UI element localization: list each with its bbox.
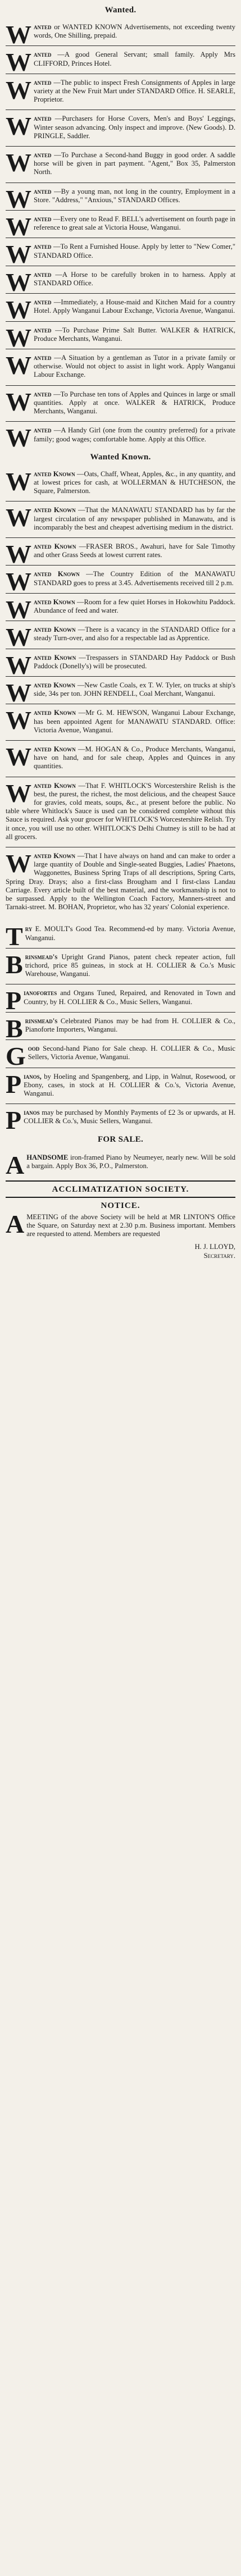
drop-cap: W xyxy=(6,503,31,532)
ad-text: —Immediately, a House-maid and Kitchen Maid for a country Hotel. Apply Wanganui Labour Exchange, Victoria Avenue, Wanganui. xyxy=(34,298,235,315)
notice-heading: NOTICE. xyxy=(101,1201,140,1211)
ad-item xyxy=(6,538,235,566)
ad-item xyxy=(6,704,235,741)
ad-lead: anted Known xyxy=(34,598,75,606)
ad-item xyxy=(6,211,236,241)
ad-item xyxy=(6,621,235,652)
ad-lead: anted xyxy=(34,78,52,86)
misc-section xyxy=(6,920,235,1135)
wanted-known-heading: Wanted Known. xyxy=(90,452,151,462)
wanted-known-ads-list xyxy=(6,466,235,918)
ad-lead: anted Known xyxy=(34,506,76,514)
ad-item xyxy=(6,649,235,680)
ad-lead: anted Known xyxy=(34,681,75,689)
ad-lead: anted Known xyxy=(34,781,76,790)
ad-text: Second-hand Piano for Sale cheap. H. COLLIER & Co., Music Sellers, Victoria Avenue, Wanganui. xyxy=(28,1045,235,1061)
drop-cap: W xyxy=(6,778,31,808)
ad-item xyxy=(6,349,235,386)
for-sale-ad xyxy=(6,1148,235,1177)
ad-item xyxy=(6,741,235,777)
drop-cap: W xyxy=(6,148,31,177)
drop-cap: W xyxy=(6,48,31,77)
ad-text: by Hoeling and Spangenberg, and Lipp, in Walnut, Rosewood, or Ebony, cases, in stock at H. COLLIER & Co.'s, Victoria Avenue, Wanganui. xyxy=(24,1072,235,1098)
ad-text: Celebrated Pianos may be had from H. COLLIER & Co., Pianoforte Importers, Wanganui. xyxy=(25,1016,235,1034)
wanted-known-section xyxy=(6,453,235,918)
ad-text: —To Purchase Prime Salt Butter. WALKER & HATRICK, Produce Merchants, Wanganui. xyxy=(34,326,235,343)
ad-lead: anted xyxy=(34,151,52,159)
for-sale-section xyxy=(6,1135,235,1177)
drop-cap: W xyxy=(6,75,31,104)
ad-text: and Organs Tuned, Repaired, and Renovated in Town and Country, by H. COLLIER & Co., Music Sellers, Wanganui. xyxy=(24,989,235,1006)
ad-lead: anted xyxy=(34,426,52,435)
ad-text: Upright Grand Pianos, patent check repeater action, full trichord, price 85 guineas, in stock at H. COLLIER & Co.'s Music Warehouse, Wanganui. xyxy=(25,952,235,978)
drop-cap: W xyxy=(6,742,31,771)
drop-cap: B xyxy=(6,1014,23,1043)
ad-item xyxy=(6,238,236,269)
ad-lead: anted xyxy=(34,187,52,195)
ad-text: —Oats, Chaff, Wheat, Apples, &c., in any quantity, and at lowest prices for cash, at WOLLERMAN & HUTCHESON, the Square, Palmerston. xyxy=(34,469,235,495)
drop-cap: A xyxy=(6,1210,25,1239)
ad-item xyxy=(6,466,235,502)
ad-text: iron-framed Piano by Neumeyer, nearly new. Will be sold a bargain. Apply Box 36, P.O., Palmerston. xyxy=(26,1153,235,1170)
ad-lead: ianos xyxy=(24,1109,40,1117)
drop-cap: W xyxy=(6,20,31,49)
drop-cap: G xyxy=(6,1042,26,1071)
drop-cap: W xyxy=(6,267,31,297)
ad-item xyxy=(6,322,235,352)
drop-cap: B xyxy=(6,950,23,979)
ad-lead: anted Known xyxy=(34,852,75,860)
ad-text: E. MOULT's Good Tea. Recommend-ed by many. Victoria Avenue, Wanganui. xyxy=(25,925,235,942)
ad-text: —To Purchase ten tons of Apples and Quinces in large or small quantities. Apply at once. WALKER & HATRICK, Produce Merchants, Wanganui. xyxy=(34,390,235,416)
drop-cap: W xyxy=(6,567,31,596)
drop-cap: W xyxy=(6,623,31,652)
ad-item xyxy=(6,920,235,951)
ad-lead: anted xyxy=(34,326,52,334)
drop-cap: W xyxy=(6,295,31,325)
wanted-heading: Wanted. xyxy=(104,6,137,15)
ad-text: may be purchased by Monthly Payments of £2 3s or upwards, at H. COLLIER & Co.'s, Music Sellers, Wanganui. xyxy=(24,1109,235,1125)
ad-lead: anted Known xyxy=(34,653,76,662)
drop-cap: W xyxy=(6,678,31,707)
notice-text: MEETING of the above Society will be held at MR LINTON'S Office the Square, on Saturday next at 2.30 p.m. Business important. Members are requested to attend. Members are requested xyxy=(26,1213,235,1238)
wanted-ads-list xyxy=(6,19,236,453)
ad-lead: anted xyxy=(34,390,52,398)
ad-text: —A Horse to be carefully broken in to harness. Apply at STANDARD Office. xyxy=(34,270,236,288)
ad-item xyxy=(6,147,235,183)
drop-cap: W xyxy=(6,650,31,680)
ad-lead: anted xyxy=(34,298,52,307)
ad-text: —Purchasers for Horse Covers, Men's and Boys' Leggings, Winter season advancing. Only inspect and improve. (New Goods). D. PRINGLE, Saddler. xyxy=(34,115,235,140)
drop-cap: W xyxy=(6,351,31,380)
ad-item xyxy=(6,984,235,1015)
ad-item xyxy=(6,266,236,297)
signature-role: Secretary. xyxy=(203,1251,235,1260)
ad-item xyxy=(6,847,235,917)
ad-lead: anted Known xyxy=(34,709,76,717)
ad-text: —To Purchase a Second-hand Buggy in good order. A saddle horse will be given in part payment. "Agent," Box 35, Palmerston North. xyxy=(34,151,235,176)
ad-text: —The public to inspect Fresh Consignments of Apples in large variety at the New Fruit Mart under STANDARD Office. H. SEARLE, Proprietor. xyxy=(34,78,235,104)
divider xyxy=(6,1180,235,1182)
ad-item xyxy=(6,110,235,147)
ad-text: —That I have always on hand and can make to order a large quantity of Double and Single-seated Buggies, Ladies' Phaetons, Waggonettes, Business Spring Traps of all descriptions, Spring Carts, Spring Dray. Drays; also a first-class Brougham and I first-class Landau Carriage. Every article built of the best material, and the workmanship is not to be surpassed. Apply to the Wellington Coach Factory, Manners-street and Tarnaki-street. M. BOHAN, Proprietor, who has 32 years' Colonial experience. xyxy=(6,852,235,911)
ad-text: —New Castle Coals, ex T. W. Tyler, on trucks at ship's side, 34s per ton. JOHN RENDELL, Coal Merchant, Wanganui. xyxy=(34,681,235,698)
signature-name: H. J. LLOYD, xyxy=(194,1242,235,1251)
drop-cap: W xyxy=(6,184,31,213)
ad-text: —The Country Edition of the MANAWATU STANDARD goes to press at 3.45. Advertisements received till 2 p.m. xyxy=(34,570,235,587)
drop-cap: W xyxy=(6,467,31,496)
ad-text: —M. HOGAN & Co., Produce Merchants, Wanganui, have on hand, and for sale cheap, Apples and Quinces in any quantities. xyxy=(34,745,235,770)
ad-item xyxy=(6,422,235,453)
ad-lead: ianos, xyxy=(24,1072,42,1080)
ad-item xyxy=(6,386,235,422)
drop-cap: W xyxy=(6,423,31,453)
society-title: ACCLIMATIZATION SOCIETY. xyxy=(52,1185,189,1194)
ad-item xyxy=(6,501,235,538)
ad-item xyxy=(6,19,235,49)
ad-lead: anted xyxy=(34,23,52,31)
drop-cap: W xyxy=(6,112,31,141)
ad-item xyxy=(6,1068,235,1105)
ad-text: or WANTED KNOWN Advertisements, not exceeding twenty words, One Shilling, prepaid. xyxy=(34,23,235,40)
drop-cap: T xyxy=(6,922,23,951)
ad-text: —Mr G. M. HEWSON, Wanganui Labour Exchange, has been appointed Agent for MANAWATU STANDARD. Office: Victoria Avenue, Wanganui. xyxy=(34,709,235,734)
society-section xyxy=(6,1180,235,1260)
ad-item xyxy=(6,74,235,111)
drop-cap: W xyxy=(6,706,31,735)
ad-text: —Room for a few quiet Horses in Hokowhitu Paddock. Abundance of feed and water. xyxy=(34,598,236,614)
ad-item xyxy=(6,777,235,847)
ad-item xyxy=(6,1104,235,1135)
ad-item xyxy=(6,677,235,707)
drop-cap: W xyxy=(6,849,31,878)
ad-text: —To Rent a Furnished House. Apply by letter to "New Comer," STANDARD Office. xyxy=(34,243,236,259)
misc-ads-list xyxy=(6,920,235,1135)
ad-item xyxy=(6,183,235,211)
ad-lead: ood xyxy=(28,1045,40,1053)
ad-lead: anted xyxy=(34,115,52,123)
ad-text: —A Handy Girl (one from the country preferred) for a private family; good wages; comfortable home. Apply at this Office. xyxy=(34,426,235,443)
ad-text: —FRASER BROS., Awahuri, have for Sale Timothy and other Grass Seeds at lowest current rates. xyxy=(34,542,235,559)
drop-cap: W xyxy=(6,323,31,352)
ad-item xyxy=(6,46,235,77)
ad-lead: anted xyxy=(34,243,52,251)
notice-body xyxy=(6,1210,235,1239)
drop-cap: W xyxy=(6,240,31,269)
ad-item xyxy=(6,566,235,596)
ad-lead: anted xyxy=(34,215,52,224)
ad-item xyxy=(6,949,235,985)
drop-cap: P xyxy=(6,1106,22,1135)
ad-lead: HANDSOME xyxy=(26,1153,69,1161)
ad-lead: rinsmead's xyxy=(25,1016,58,1025)
ad-lead: anted xyxy=(34,51,52,59)
ad-lead: anted xyxy=(34,270,52,279)
ad-text: —A good General Servant; small family. Apply Mrs CLIFFORD, Princes Hotel. xyxy=(34,51,235,67)
ad-lead: anted Known xyxy=(34,626,76,634)
ad-lead: anted Known xyxy=(34,745,76,753)
ad-lead: anted Known xyxy=(34,570,80,578)
drop-cap: A xyxy=(6,1150,25,1179)
ad-lead: anted Known xyxy=(34,469,75,478)
drop-cap: W xyxy=(6,595,31,624)
ad-lead: anted xyxy=(34,354,52,362)
ad-item xyxy=(6,1040,235,1071)
ad-text: —That F. WHITLOCK'S Worcestershire Relish is the best, the purest, the richest, the most delicious, and the cheapest Sauce for gravies, cold meats, soups, &c., at present before the public. No table where Whitlock's Sauce is used can be considered complete without this Sauce is required. Ask your grocer for WHITLOCK'S Worcestershire Relish. Try it once, you will use no other. WHITLOCK'S Delhi Chutney is still to be had at all grocers. xyxy=(6,781,235,841)
ad-lead: rinsmead's xyxy=(25,952,58,961)
ad-text: —Trespassers in STANDARD Hay Paddock or Bush Paddock (Donelly's) will be prosecuted. xyxy=(34,653,235,670)
ad-text: —There is a vacancy in the STANDARD Office for a steady Turn-over, and also for a respectable lad as Apprentice. xyxy=(34,626,235,642)
notice-signature xyxy=(6,1242,235,1260)
ad-text: —By a young man, not long in the country, Employment in a Store. "Address," "Anxious," STANDARD Offices. xyxy=(34,187,235,204)
ad-lead: anted Known xyxy=(34,542,76,550)
wanted-section xyxy=(6,6,236,453)
ad-lead: ry xyxy=(25,925,33,933)
drop-cap: P xyxy=(6,1069,22,1098)
ad-text: —Every one to Read F. BELL's advertisement on fourth page in reference to great sale at Victoria House, Wanganui. xyxy=(34,215,236,232)
drop-cap: W xyxy=(6,539,31,568)
divider xyxy=(6,1197,235,1198)
drop-cap: W xyxy=(6,212,31,241)
ad-lead: ianofortes xyxy=(24,989,57,997)
drop-cap: P xyxy=(6,986,22,1015)
ad-item xyxy=(6,294,235,325)
ad-text: —That the MANAWATU STANDARD has by far the largest circulation of any newspaper published in Manawatu, and is incomparably the best and cheapest advertising medium in the district. xyxy=(34,506,235,531)
drop-cap: W xyxy=(6,387,31,416)
ad-item xyxy=(6,1013,235,1043)
for-sale-heading: FOR SALE. xyxy=(97,1134,144,1144)
ad-text: —A Situation by a gentleman as Tutor in a private family or otherwise. Would not object to assist in light work. Apply Wanganui Labour Exchange. xyxy=(34,354,235,379)
ad-item xyxy=(6,594,236,624)
